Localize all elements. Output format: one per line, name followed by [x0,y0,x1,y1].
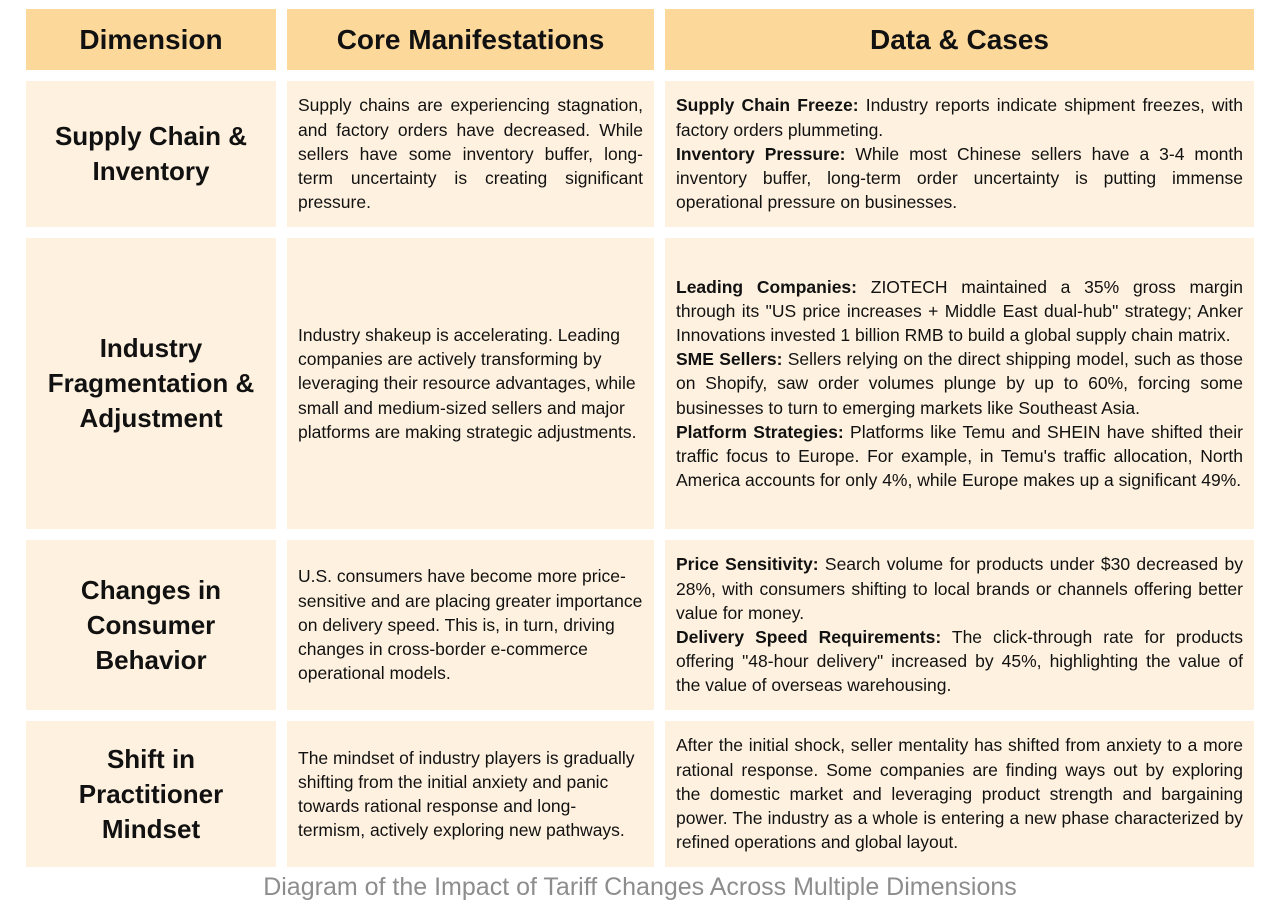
core-text: Supply chains are experiencing stagnation, and factory orders have decreased. While sellers have some inventory buffer, long-term uncertainty is creating significant pressure. [298,95,643,213]
core-cell [287,540,654,710]
header-data-cases: Data & Cases [665,9,1254,70]
case-item [676,733,1243,854]
case-label: Delivery Speed Requirements: [676,627,942,647]
case-text: Search volume for products under $30 decreased by 28%, with consumers shifting to local brands or channels offering better value for money. [676,554,1243,623]
diagram-caption: Diagram of the Impact of Tariff Changes Across Multiple Dimensions [263,873,1017,901]
core-text: Industry shakeup is accelerating. Leading companies are actively transforming by leveraging their resource advantages, while small and medium-sized sellers and major platforms are making strategic adjustments. [298,324,637,442]
case-label: Leading Companies: [676,276,857,297]
header-dimension: Dimension [26,9,276,70]
core-text: The mindset of industry players is gradually shifting from the initial anxiety and panic towards rational response and long-termism, actively exploring new pathways. [298,747,635,841]
dimension-line: Supply Chain & [54,121,248,151]
case-text: While most Chinese sellers have a 3-4 month inventory buffer, long-term order uncertainty is putting immense operational pressure on businesses. [676,143,1244,213]
header-core-manifestations: Core Manifestations [287,9,654,70]
dimension-line: Industry [99,333,203,363]
core-cell [287,81,654,227]
dimension-line: Inventory [92,156,210,186]
case-label: Inventory Pressure: [676,143,846,164]
dimension-cell [26,81,276,227]
case-text: After the initial shock, seller mentality has shifted from anxiety to a more rational response. Some companies are finding ways out by exploring the domestic market and leveraging product strength and bargaining power. The industry as a whole is entering a new phase characterized by refined operations and global layout. [676,735,1243,853]
cases-cell [665,81,1254,227]
dimension-line: Shift in [106,743,196,774]
core-cell [287,238,654,529]
case-item [676,142,1243,215]
dimension-line: Practitioner [78,778,224,809]
case-text: Platforms like Temu and SHEIN have shifted their traffic focus to Europe. For example, in Temu's traffic allocation, North America accounts for only 4%, while Europe makes up a significant 49%. [676,421,1243,491]
dimension-line: Consumer [86,609,216,640]
core-cell [287,721,654,867]
case-text: Industry reports indicate shipment freezes, with factory orders plummeting. [676,95,1243,140]
cases-cell [665,238,1254,529]
case-label: Price Sensitivity: [676,554,819,575]
dimension-line: Behavior [95,644,207,675]
core-text: U.S. consumers have become more price-sensitive and are placing greater importance on delivery speed. This is, in turn, driving changes in cross-border e-commerce operational models. [298,566,643,684]
case-item [676,93,1243,141]
impact-table [26,9,1254,867]
case-label: Platform Strategies: [676,421,844,442]
case-text: The click-through rate for products offering "48-hour delivery" increased by 45%, highlighting the value of the value of overseas warehousing. [676,627,1243,696]
cases-cell [665,540,1254,710]
dimension-cell [26,238,276,529]
case-label: SME Sellers: [676,349,783,370]
case-item [676,625,1243,698]
case-label: Supply Chain Freeze: [676,95,859,116]
case-text: Sellers relying on the direct shipping model, such as those on Shopify, saw order volumes plunge by up to 60%, forcing some businesses to turn to emerging markets like Southeast Asia. [676,349,1243,418]
dimension-cell [26,721,276,867]
case-item [676,275,1243,348]
case-item [676,347,1243,420]
dimension-line: Mindset [101,813,201,844]
case-item [676,420,1243,493]
dimension-line: Changes in [80,574,222,605]
case-text: ZIOTECH maintained a 35% gross margin through its "US price increases + Middle East dual-hub" strategy; Anker Innovations invested 1 billion RMB to build a global supply chain matrix. [676,276,1243,345]
dimension-line: Fragmentation & [47,368,255,398]
dimension-cell [26,540,276,710]
dimension-line: Adjustment [79,403,223,433]
cases-cell [665,721,1254,867]
case-item [676,552,1243,625]
